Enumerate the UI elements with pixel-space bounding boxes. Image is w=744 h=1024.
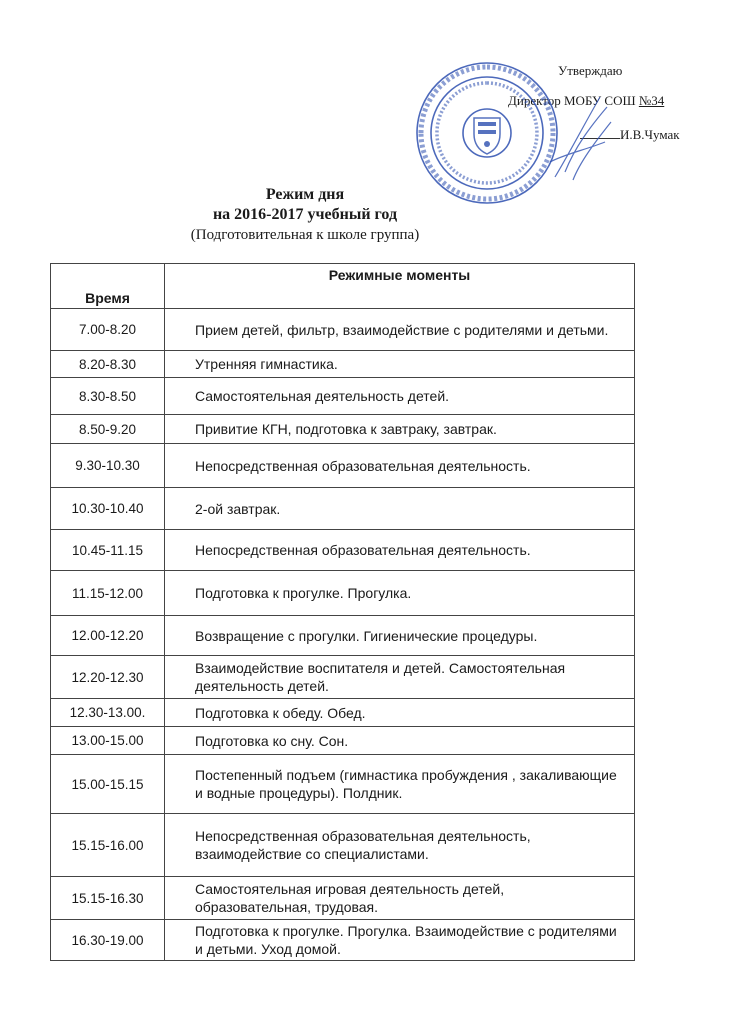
signature-icon [545,92,615,182]
table-row [51,351,635,378]
title-line: Режим дня [265,186,345,203]
activity-cell: Самостоятельная игровая деятельность детей, образовательная, трудовая. [165,877,635,920]
schedule-table [50,263,635,961]
time-cell: 15.15-16.30 [51,877,165,920]
group-name: (Подготовительная к школе группа) [190,227,420,243]
activity-cell: Утренняя гимнастика. [165,351,635,378]
activity-cell: Непосредственная образовательная деятельность. [165,530,635,571]
time-cell: 12.20-12.30 [51,656,165,699]
activity-cell: Возвращение с прогулки. Гигиенические процедуры. [165,616,635,656]
column-header-time: Время [51,264,165,309]
document-title [150,185,460,245]
time-cell: 8.30-8.50 [51,378,165,415]
school-year: на 2016-2017 учебный год [212,206,398,223]
time-cell: 10.45-11.15 [51,530,165,571]
activity-cell: Подготовка к прогулке. Прогулка. [165,571,635,616]
activity-cell: Привитие КГН, подготовка к завтраку, завтрак. [165,415,635,444]
time-cell: 15.00-15.15 [51,755,165,814]
table-row [51,571,635,616]
activity-cell: Постепенный подъем (гимнастика пробуждения , закаливающие и водные процедуры). Полдник. [165,755,635,814]
approval-title: Утверждаю [558,63,623,78]
table-header-row [51,264,635,309]
table-row [51,877,635,920]
table-row [51,415,635,444]
time-cell: 7.00-8.20 [51,309,165,351]
table-row [51,616,635,656]
table-row [51,699,635,727]
time-cell: 9.30-10.30 [51,444,165,488]
table-row [51,378,635,415]
time-cell: 12.30-13.00. [51,699,165,727]
activity-cell: Взаимодействие воспитателя и детей. Самостоятельная деятельность детей. [165,656,635,699]
table-row [51,814,635,877]
table-row [51,309,635,351]
time-cell: 13.00-15.00 [51,727,165,755]
table-row [51,727,635,755]
activity-cell: Самостоятельная деятельность детей. [165,378,635,415]
time-cell: 15.15-16.00 [51,814,165,877]
column-header-moments: Режимные моменты [165,264,635,309]
table-row [51,755,635,814]
table-row [51,656,635,699]
time-cell: 12.00-12.20 [51,616,165,656]
activity-cell: Непосредственная образовательная деятельность, взаимодействие со специалистами. [165,814,635,877]
table-row [51,530,635,571]
activity-cell: Подготовка к прогулке. Прогулка. Взаимодействие с родителями и детьми. Уход домой. [165,920,635,961]
table-row [51,488,635,530]
time-cell: 10.30-10.40 [51,488,165,530]
activity-cell: 2-ой завтрак. [165,488,635,530]
school-number: №34 [638,93,665,108]
approver-name: И.В.Чумак [620,127,680,142]
time-cell: 8.20-8.30 [51,351,165,378]
approval-position-text: Директор МОБУ СОШ [508,93,639,108]
activity-cell: Подготовка ко сну. Сон. [165,727,635,755]
activity-cell: Непосредственная образовательная деятельность. [165,444,635,488]
table-row [51,920,635,961]
time-cell: 11.15-12.00 [51,571,165,616]
time-cell: 8.50-9.20 [51,415,165,444]
time-cell: 16.30-19.00 [51,920,165,961]
table-row [51,444,635,488]
activity-cell: Прием детей, фильтр, взаимодействие с родителями и детьми. [165,309,635,351]
activity-cell: Подготовка к обеду. Обед. [165,699,635,727]
